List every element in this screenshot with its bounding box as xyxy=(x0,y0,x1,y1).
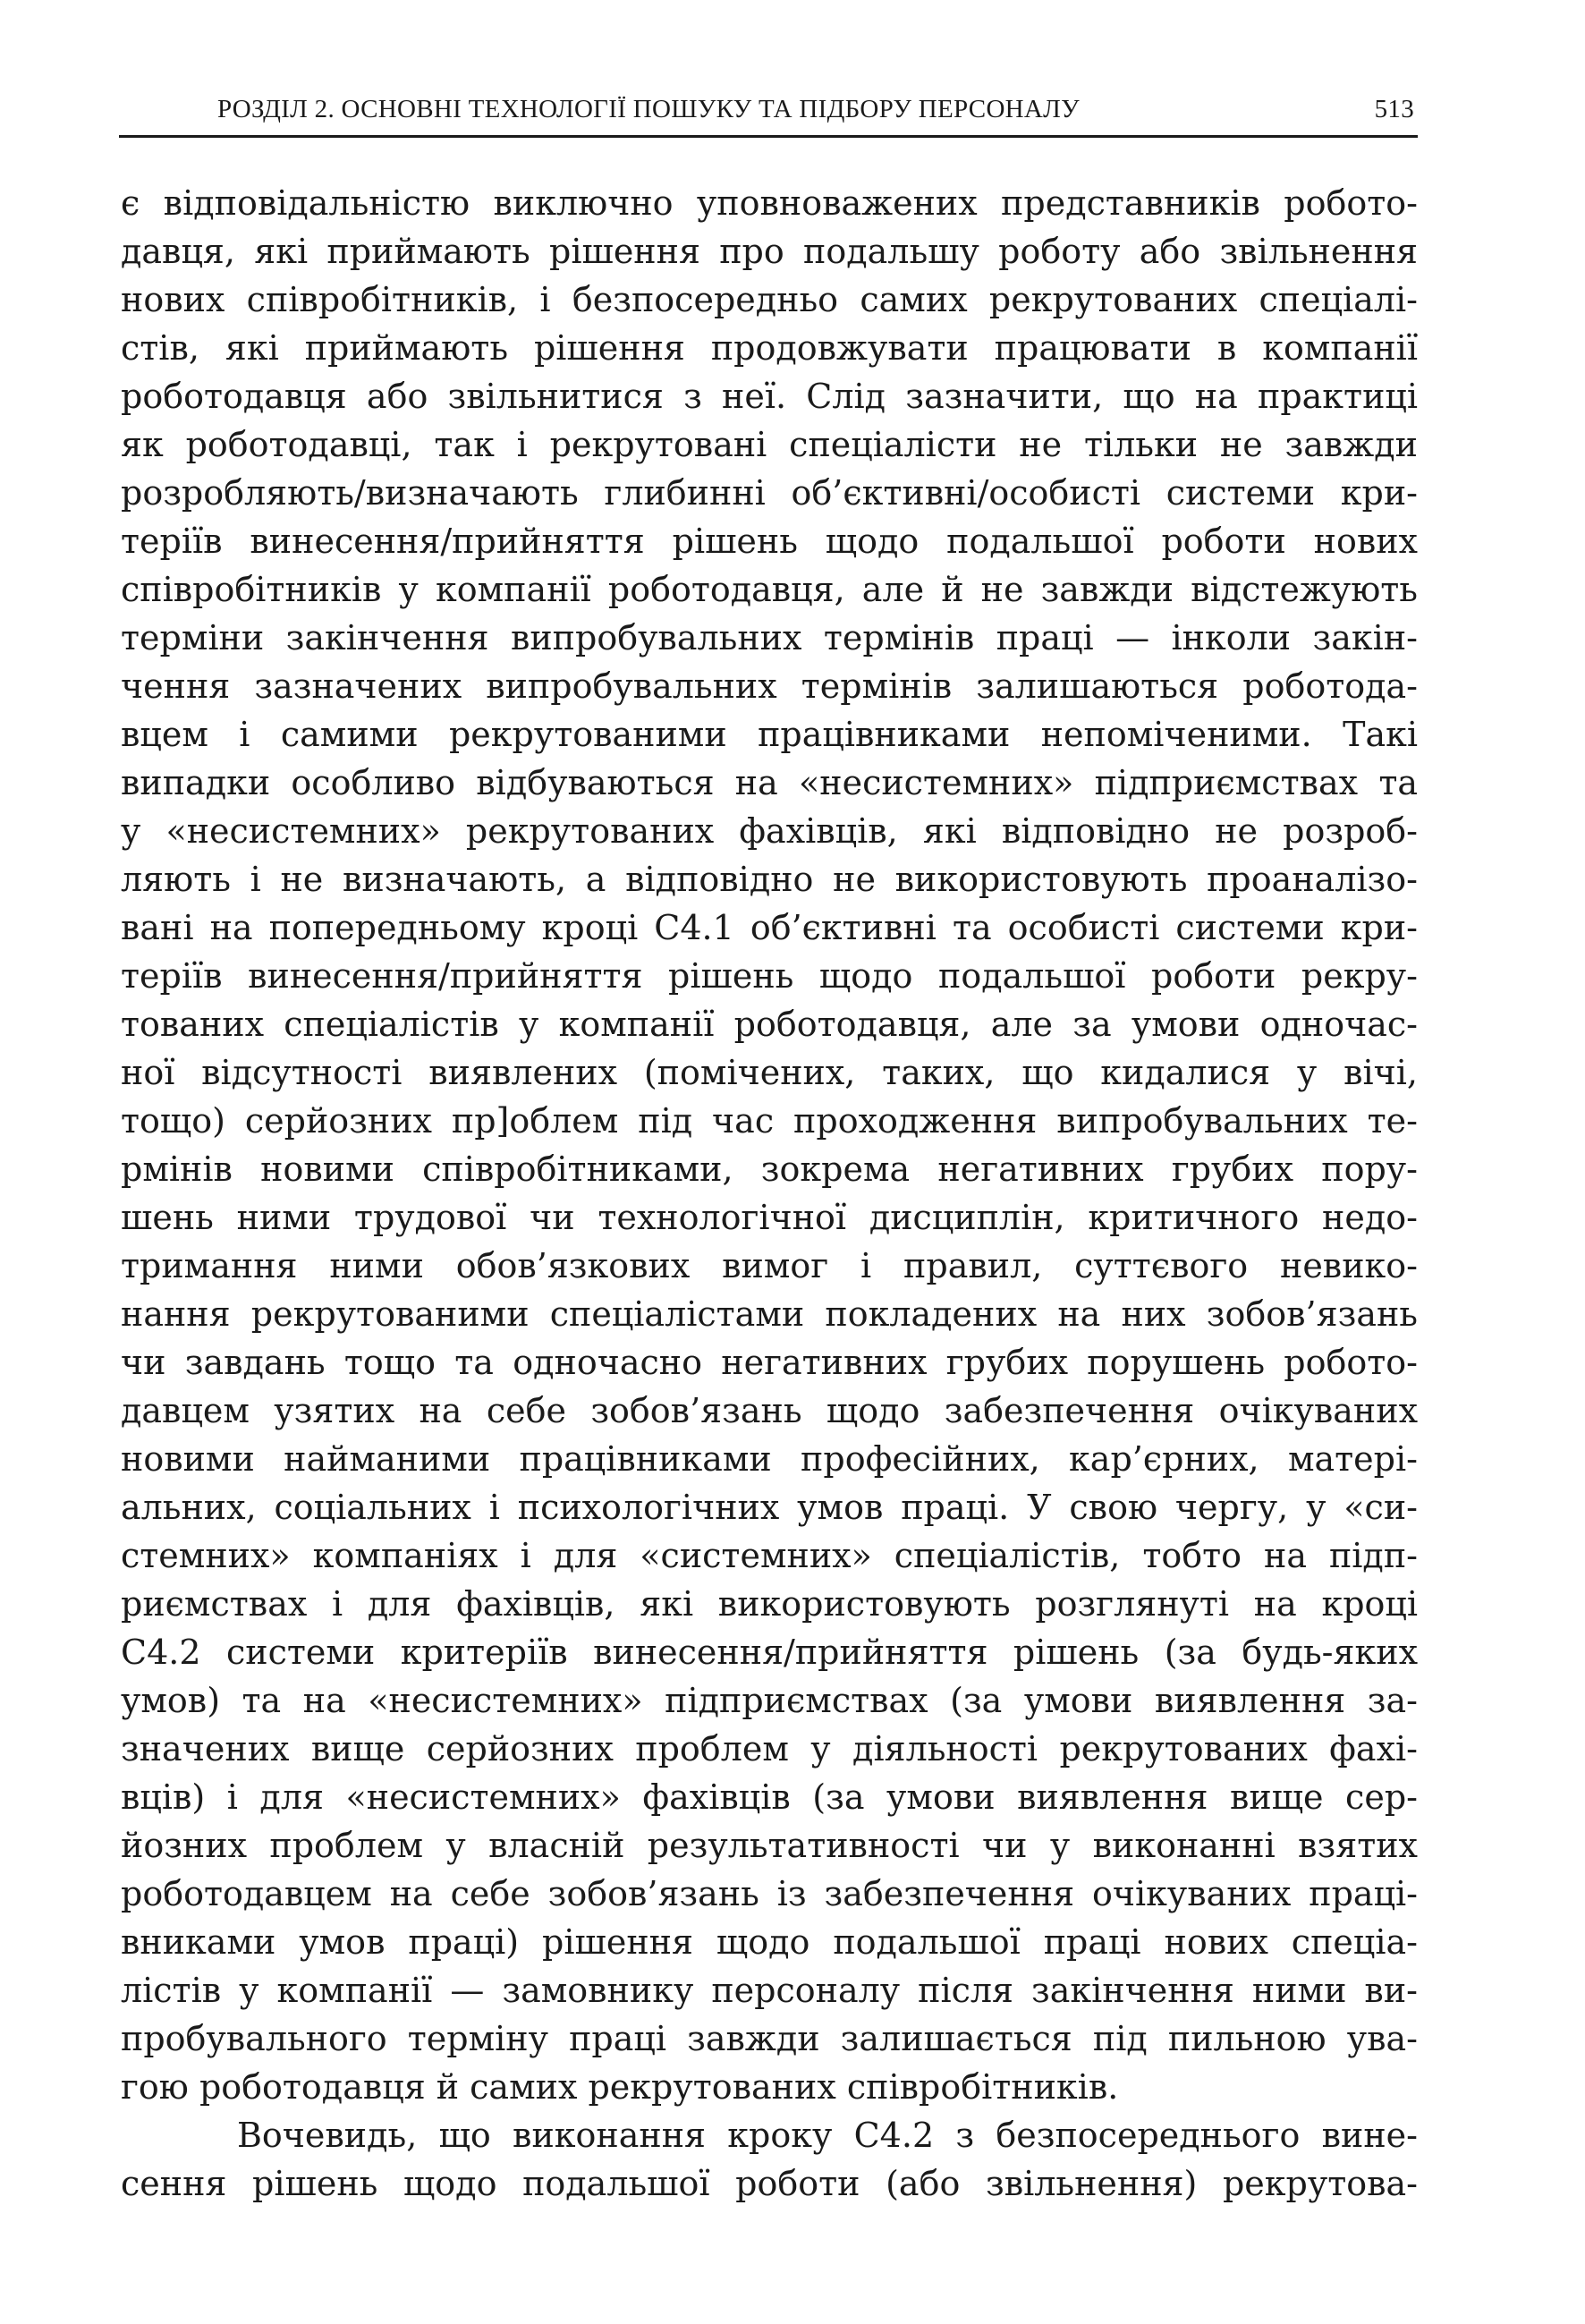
text-line: Вочевидь, що виконання кроку С4.2 з безпосереднього вине- xyxy=(237,2116,1418,2155)
text-line: співробітників у компанії роботодавця, але й не завжди відстежують xyxy=(121,570,1418,609)
header-rule xyxy=(119,135,1418,138)
text-line: як роботодавці, так і рекрутовані спеціалісти не тільки не завжди xyxy=(121,425,1418,464)
text-line: є відповідальністю виключно уповноважених представників робото- xyxy=(121,183,1418,223)
body-text xyxy=(121,179,1418,2208)
text-line: вані на попередньому кроці С4.1 об’єктивні та особисті системи кри- xyxy=(121,908,1418,947)
text-line: у «несистемних» рекрутованих фахівців, які відповідно не розроб- xyxy=(121,811,1418,851)
chapter-title: РОЗДІЛ 2. ОСНОВНІ ТЕХНОЛОГІЇ ПОШУКУ ТА ПІДБОРУ ПЕРСОНАЛУ xyxy=(217,95,1080,123)
text-line: нових співробітників, і безпосередньо самих рекрутованих спеціалі- xyxy=(121,280,1418,319)
text-line: тованих спеціалістів у компанії роботодавця, але за умови одночас- xyxy=(121,1005,1418,1044)
text-line: роботодавця або звільнитися з неї. Слід зазначити, що на практиці xyxy=(121,377,1418,416)
text-line: шень ними трудової чи технологічної дисциплін, критичного недо- xyxy=(121,1198,1418,1237)
text-line: значених вище серйозних проблем у діяльності рекрутованих фахі- xyxy=(121,1729,1418,1768)
text-line: сення рішень щодо подальшої роботи (або звільнення) рекрутова- xyxy=(121,2164,1418,2203)
text-line: пробувального терміну праці завжди залишається під пильною ува- xyxy=(121,2019,1418,2058)
text-line: стів, які приймають рішення продовжувати працювати в компанії xyxy=(121,328,1418,368)
text-line: вців) і для «несистемних» фахівців (за умови виявлення вище сер- xyxy=(121,1777,1418,1817)
text-line: роботодавцем на себе зобов’язань із забезпечення очікуваних праці- xyxy=(121,1874,1418,1913)
running-header xyxy=(121,89,1418,131)
text-line: давця, які приймають рішення про подальшу роботу або звільнення xyxy=(121,232,1418,271)
text-line: гою роботодавця й самих рекрутованих співробітників. xyxy=(121,2067,1119,2107)
text-line: давцем узятих на себе зобов’язань щодо забезпечення очікуваних xyxy=(121,1391,1418,1430)
text-line: рмінів новими співробітниками, зокрема негативних грубих пору- xyxy=(121,1149,1418,1189)
text-line: стемних» компаніях і для «системних» спеціалістів, тобто на підп- xyxy=(121,1536,1418,1575)
text-line: випадки особливо відбуваються на «несистемних» підприємствах та xyxy=(121,763,1418,802)
text-line: альних, соціальних і психологічних умов праці. У свою чергу, у «си- xyxy=(121,1488,1418,1527)
page-number: 513 xyxy=(1374,95,1414,123)
text-line: вцем і самими рекрутованими працівниками непоміченими. Такі xyxy=(121,715,1418,754)
text-line: умов) та на «несистемних» підприємствах (за умови виявлення за- xyxy=(121,1681,1418,1720)
text-line: тощо) серйозних пр]облем під час проходження випробувальних те- xyxy=(121,1101,1418,1141)
text-line: вниками умов праці) рішення щодо подальшої праці нових спеціа- xyxy=(121,1922,1418,1962)
text-line: ної відсутності виявлених (помічених, таких, що кидалися у вічі, xyxy=(121,1053,1418,1092)
text-line: лістів у компанії — замовнику персоналу після закінчення ними ви- xyxy=(121,1971,1418,2010)
text-line: нання рекрутованими спеціалістами покладених на них зобов’язань xyxy=(121,1294,1418,1334)
text-line: тримання ними обов’язкових вимог і правил, суттєвого невико- xyxy=(121,1246,1418,1285)
text-line: ляють і не визначають, а відповідно не використовують проаналізо- xyxy=(121,860,1418,899)
text-line: новими найманими працівниками професійних, кар’єрних, матері- xyxy=(121,1439,1418,1479)
text-line: теріїв винесення/прийняття рішень щодо подальшої роботи нових xyxy=(121,522,1418,561)
text-line: розробляють/визначають глибинні об’єктивні/особисті системи кри- xyxy=(121,473,1418,513)
text-line: чи завдань тощо та одночасно негативних грубих порушень робото- xyxy=(121,1343,1418,1382)
text-line: йозних проблем у власній результативності чи у виконанні взятих xyxy=(121,1826,1418,1865)
text-line: риємствах і для фахівців, які використовують розглянуті на кроці xyxy=(121,1584,1418,1624)
text-line: теріїв винесення/прийняття рішень щодо подальшої роботи рекру- xyxy=(121,956,1418,996)
text-line: С4.2 системи критеріїв винесення/прийняття рішень (за будь-яких xyxy=(121,1633,1418,1672)
text-line: терміни закінчення випробувальних термінів праці — інколи закін- xyxy=(121,618,1418,657)
text-line: чення зазначених випробувальних термінів залишаються роботода- xyxy=(121,666,1418,706)
